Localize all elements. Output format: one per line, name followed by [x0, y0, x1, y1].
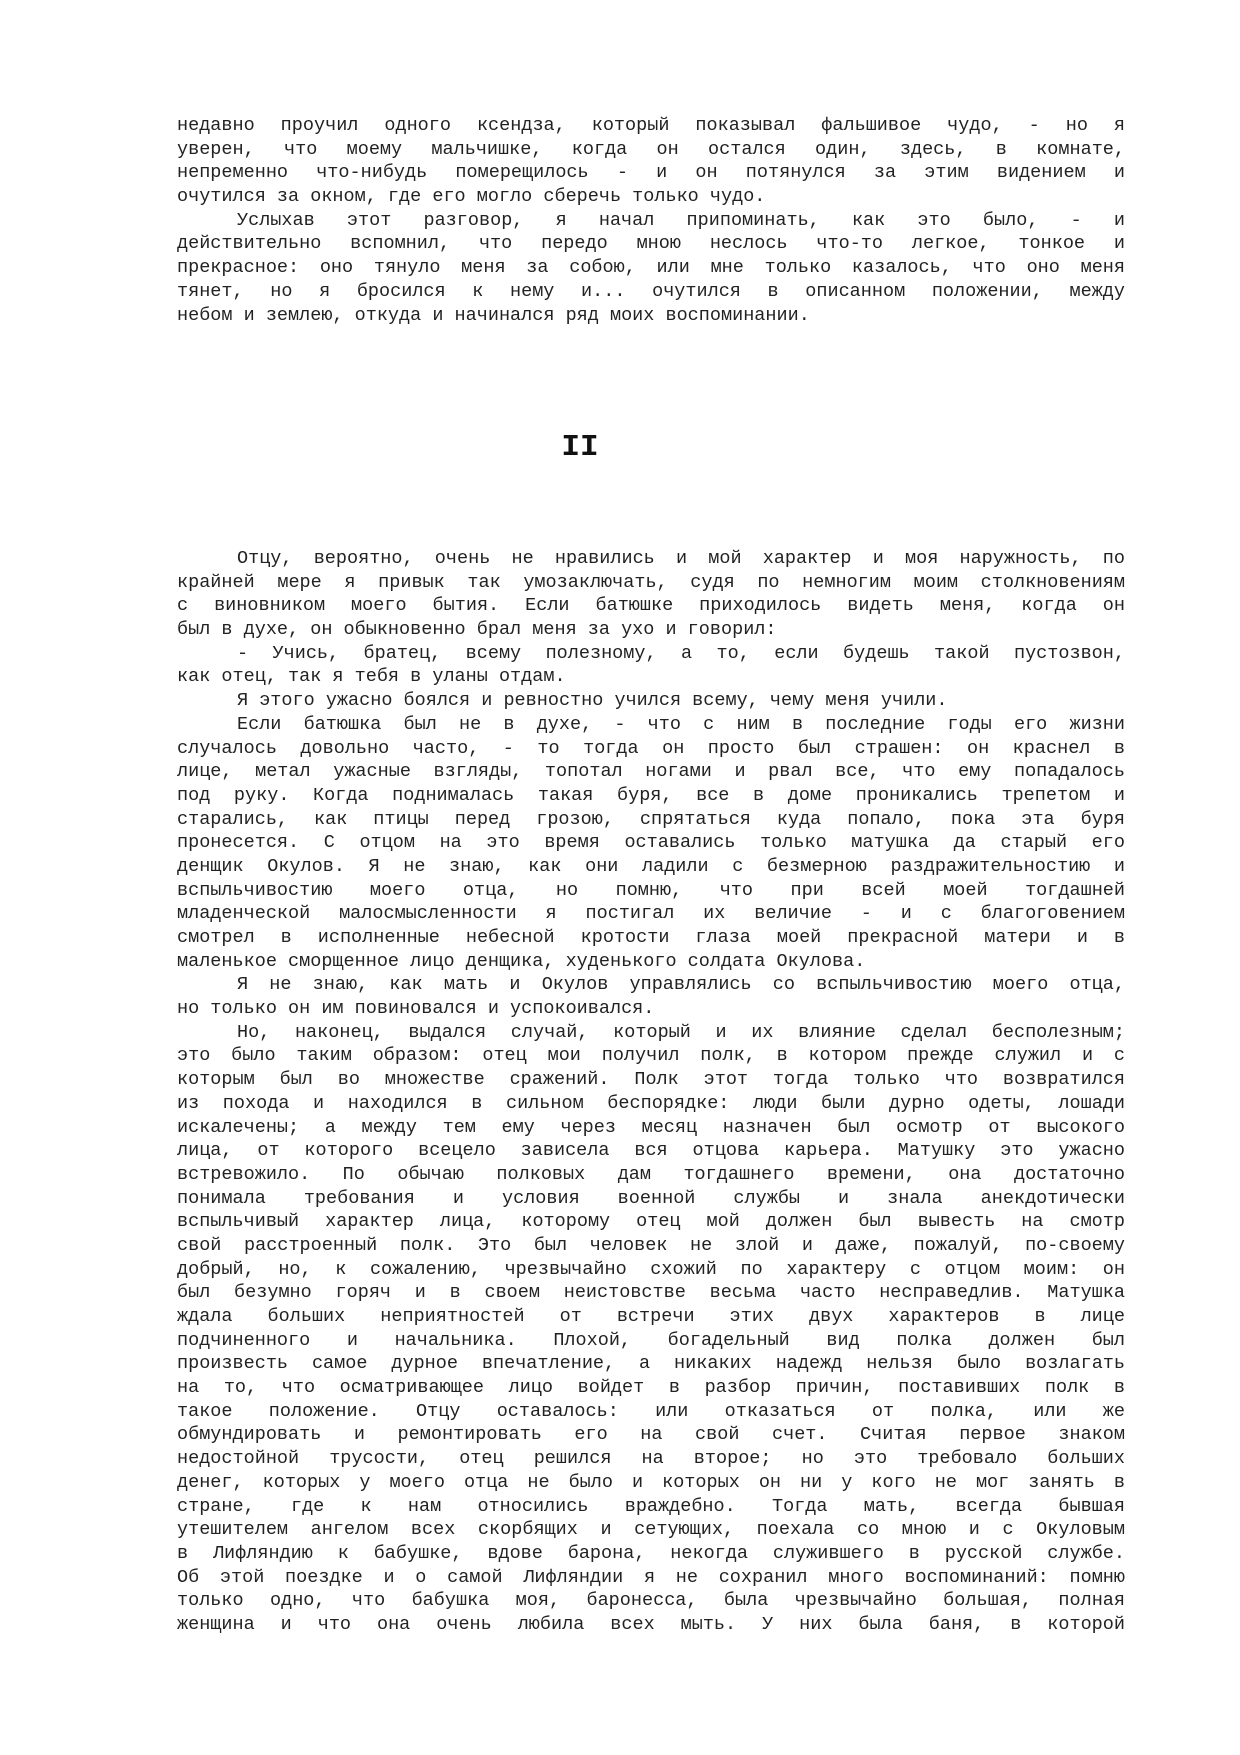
- text-line: крайней мере я привык так умозаключать, судя по немногим моим столкновениям: [177, 571, 1125, 593]
- text-line: стране, где к нам относились враждебно. Тогда мать, всегда бывшая: [177, 1495, 1125, 1517]
- text-line: на то, что осматривающее лицо войдет в разбор причин, поставивших полк в: [177, 1377, 1125, 1399]
- text-line: вспыльчивостию моего отца, но помню, что при всей моей тогдашней: [177, 879, 1125, 901]
- text-line: женщина и что она очень любила всех мыть. У них была баня, в которой: [177, 1613, 1125, 1635]
- text-line: недавно проучил одного ксендза, который показывал фальшивое чудо, - но я: [177, 115, 1125, 136]
- text-line: непременно что-нибудь померещилось - и он потянулся за этим видением и: [177, 162, 1125, 184]
- text-line: младенческой малосмысленности я постигал их величие - и с благоговением: [177, 903, 1125, 925]
- text-line: пронесется. С отцом на это время оставались только матушка да старый его: [177, 832, 1125, 854]
- text-line: уверен, что моему мальчишке, когда он остался один, здесь, в комнате,: [177, 138, 1125, 160]
- text-line: обмундировать и ремонтировать его на свой счет. Считая первое знаком: [177, 1424, 1125, 1446]
- text-line: Услыхав этот разговор, я начал припоминать, как это было, - и: [237, 209, 1125, 231]
- text-line: действительно вспомнил, что передо мною неслось что-то легкое, тонкое и: [177, 233, 1125, 255]
- text-line: это было таким образом: отец мои получил полк, в котором прежде служил и с: [177, 1045, 1125, 1067]
- text-block-chapter: [177, 547, 1125, 1637]
- text-line: утешителем ангелом всех скорбящих и сетующих, поехала со мною и с Окуловым: [177, 1519, 1125, 1541]
- text-line: как отец, так я тебя в уланы отдам.: [177, 666, 566, 688]
- text-line: искалечены; а между тем ему через месяц назначен был осмотр от высокого: [177, 1116, 1125, 1138]
- text-line: Отцу, вероятно, очень не нравились и мой характер и моя наружность, по: [237, 548, 1125, 569]
- text-line: прекрасное: оно тянуло меня за собою, или мне только казалось, что оно меня: [177, 257, 1125, 279]
- text-line: небом и землею, откуда и начинался ряд моих воспоминании.: [177, 304, 810, 326]
- text-line: был в духе, он обыкновенно брал меня за ухо и говорил:: [177, 619, 777, 641]
- text-line: встревожило. По обычаю полковых дам тогдашнего времени, она достаточно: [177, 1163, 1125, 1185]
- text-line: старались, как птицы перед грозою, спрятаться куда попало, пока эта буря: [177, 808, 1125, 830]
- text-line: но только он им повиновался и успокоивался.: [177, 998, 655, 1020]
- chapter-heading: II: [561, 430, 599, 465]
- text-line: Если батюшка был не в духе, - что с ним в последние годы его жизни: [237, 713, 1125, 735]
- text-line: свой расстроенный полк. Это был человек не злой и даже, пожалуй, по-своему: [177, 1234, 1125, 1256]
- text-block-top: [177, 114, 1125, 327]
- text-line: очутился за окном, где его могло сберечь только чудо.: [177, 186, 766, 208]
- text-line: произвесть самое дурное впечатление, а никаких надежд нельзя было возлагать: [177, 1353, 1125, 1375]
- text-line: из похода и находился в сильном беспорядке: люди были дурно одеты, лошади: [177, 1092, 1125, 1114]
- text-line: под руку. Когда поднималась такая буря, все в доме проникались трепетом и: [177, 784, 1125, 806]
- text-line: - Учись, братец, всему полезному, а то, если будешь такой пустозвон,: [237, 642, 1125, 664]
- text-line: понимала требования и условия военной службы и знала анекдотически: [177, 1187, 1125, 1209]
- text-line: тянет, но я бросился к нему и... очутился в описанном положении, между: [177, 280, 1125, 302]
- text-line: смотрел в исполненные небесной кротости глаза моей прекрасной матери и в: [177, 927, 1125, 948]
- text-line: в Лифляндию к бабушке, вдове барона, некогда служившего в русской службе.: [177, 1542, 1125, 1564]
- text-line: был безумно горяч и в своем неистовстве весьма часто несправедлив. Матушка: [177, 1282, 1125, 1304]
- text-line: ждала больших неприятностей от встречи этих двух характеров в лице: [177, 1306, 1125, 1327]
- text-line: только одно, что бабушка моя, баронесса, была чрезвычайно большая, полная: [177, 1590, 1125, 1612]
- text-line: маленькое сморщенное лицо денщика, худенького солдата Окулова.: [177, 950, 866, 972]
- text-line: с виновником моего бытия. Если батюшке приходилось видеть меня, когда он: [177, 595, 1125, 617]
- text-line: случалось довольно часто, - то тогда он просто был страшен: он краснел в: [177, 737, 1125, 759]
- text-line: которым был во множестве сражений. Полк этот тогда только что возвратился: [177, 1069, 1125, 1091]
- text-line: подчиненного и начальника. Плохой, богадельный вид полка должен был: [177, 1329, 1125, 1351]
- text-line: вспыльчивый характер лица, которому отец мой должен был вывесть на смотр: [177, 1211, 1125, 1233]
- text-line: денег, которых у моего отца не было и которых он ни у кого не мог занять в: [177, 1471, 1125, 1493]
- text-line: недостойной трусости, отец решился на второе; но это требовало больших: [177, 1448, 1125, 1470]
- text-line: лице, метал ужасные взгляды, топотал ногами и рвал все, что ему попадалось: [177, 761, 1125, 783]
- text-line: Об этой поездке и о самой Лифляндии я не сохранил много воспоминаний: помню: [177, 1566, 1125, 1588]
- text-line: такое положение. Отцу оставалось: или отказаться от полка, или же: [177, 1400, 1125, 1422]
- text-line: Я не знаю, как мать и Окулов управлялись со вспыльчивостию моего отца,: [237, 974, 1125, 996]
- text-line: Я этого ужасно боялся и ревностно учился всему, чему меня учили.: [237, 690, 948, 712]
- text-line: денщик Окулов. Я не знаю, как они ладили с безмерною раздражительностию и: [177, 855, 1125, 877]
- text-line: Но, наконец, выдался случай, который и их влияние сделал бесполезным;: [237, 1021, 1125, 1043]
- text-line: добрый, но, к сожалению, чрезвычайно схожий по характеру с отцом моим: он: [177, 1258, 1125, 1280]
- text-line: лица, от которого всецело зависела вся отцова карьера. Матушку это ужасно: [177, 1140, 1125, 1162]
